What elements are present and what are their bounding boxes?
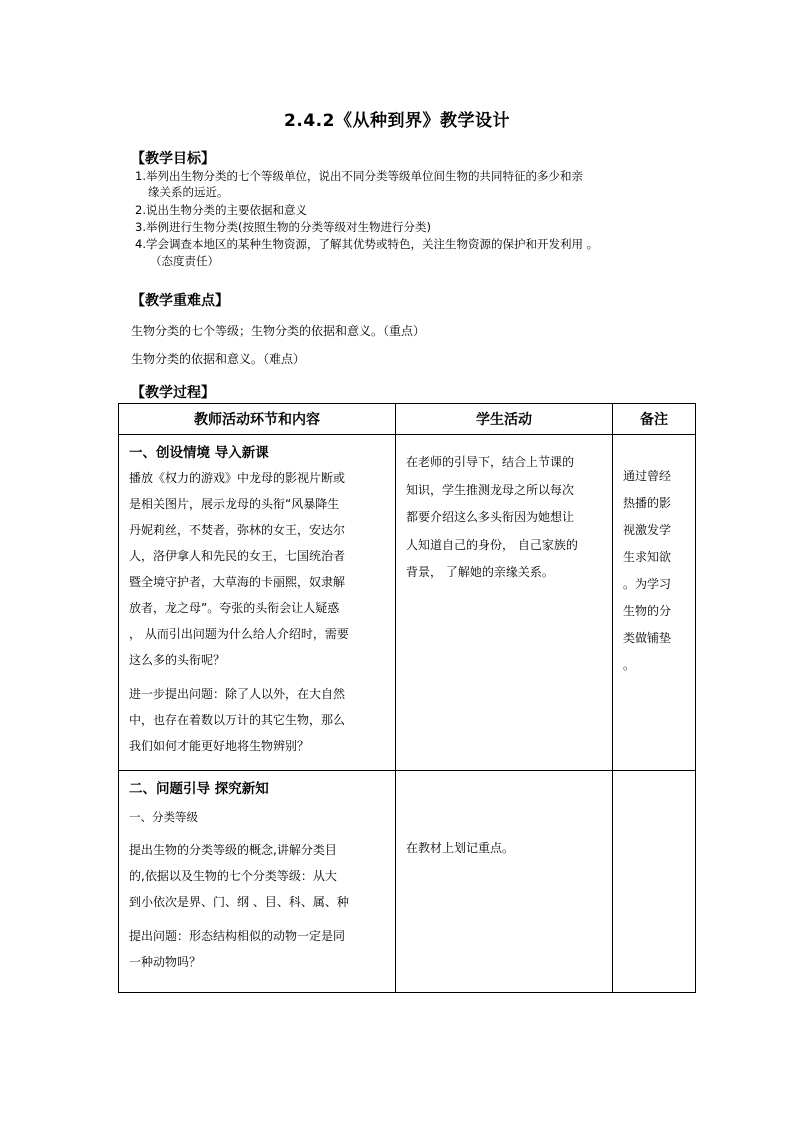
text-line: 在老师的引导下，结合上节课的: [406, 455, 575, 469]
student-text: 在教材上划记重点。: [406, 841, 515, 855]
student-paragraph: [396, 435, 612, 587]
key-points-heading: 【教学重难点】: [131, 293, 229, 309]
teacher-paragraph: [119, 681, 395, 759]
text-line: 知识，学生推测龙母之所以每次: [406, 482, 575, 497]
text-line: 。为学习: [623, 577, 672, 591]
notes-paragraph: [613, 435, 695, 679]
table-row: [119, 771, 696, 993]
text-line: 是相关图片，展示龙母的头衔“风暴降生: [129, 497, 340, 511]
text-line: 中，也存在着数以万计的其它生物，那么: [129, 713, 346, 727]
difficult-point-line: 生物分类的依据和意义。（难点）: [131, 352, 306, 366]
text-line: 放者，龙之母”。夸张的头衔会让人疑惑: [129, 601, 340, 615]
student-cell: [396, 771, 613, 993]
section-title: 二、问题引导 探究新知: [129, 781, 269, 797]
text-line: 丹妮莉丝，不焚者，弥林的女王，安达尔: [129, 523, 346, 537]
text-line: 视激发学: [623, 523, 672, 537]
table-row: [119, 435, 696, 771]
column-header-notes: 备注: [613, 404, 696, 435]
section-title: 一、创设情境 导入新课: [129, 445, 269, 461]
table-header-row: [119, 404, 696, 435]
text-line: 人知道自己的身份， 自己家族的: [406, 537, 578, 552]
text-line: 背景， 了解她的亲缘关系。: [406, 565, 554, 579]
text-line: 播放《权力的游戏》中龙母的影视片断或: [129, 471, 346, 485]
objective-line: 4.学会调查本地区的某种生物资源，了解其优势或特色，关注生物资源的保护和开发利用 。: [135, 237, 599, 251]
text-line: 的,依据以及生物的七个分类等级：从大: [129, 869, 337, 883]
text-line: 提出问题：形态结构相似的动物一定是同: [129, 929, 346, 943]
objective-line: 1.举列出生物分类的七个等级单位，说出不同分类等级单位间生物的共同特征的多少和亲: [135, 169, 583, 183]
notes-cell: [613, 435, 696, 771]
text-line: 一种动物吗？: [129, 955, 202, 969]
objectives-heading: 【教学目标】: [131, 151, 215, 167]
column-header-student: 学生活动: [396, 404, 613, 435]
column-header-teacher: 教师活动环节和内容: [119, 404, 396, 435]
objective-line: 2.说出生物分类的主要依据和意义: [135, 203, 307, 217]
section-subtitle: 一、分类等级: [129, 810, 198, 824]
teacher-paragraph: [119, 923, 395, 975]
document-title: 2.4.2《从种到界》教学设计: [284, 111, 510, 131]
text-line: 通过曾经: [623, 469, 672, 483]
text-line: ， 从而引出问题为什么给人介绍时，需要: [129, 627, 349, 641]
process-table: [118, 403, 696, 993]
text-line: 进一步提出问题：除了人以外，在大自然: [129, 687, 346, 701]
teacher-paragraph: [119, 465, 395, 673]
teacher-cell: [119, 771, 396, 993]
text-line: 。: [623, 658, 636, 672]
student-cell: [396, 435, 613, 771]
text-line: 暨全境守护者，大草海的卡丽熙，奴隶解: [129, 575, 346, 589]
objective-line: （态度责任）: [150, 254, 219, 268]
text-line: 我们如何才能更好地将生物辨别？: [129, 739, 310, 753]
teacher-paragraph: [119, 837, 395, 915]
teacher-cell: [119, 435, 396, 771]
notes-cell: [613, 771, 696, 993]
text-line: 都要介绍这么多头衔因为她想让: [406, 510, 575, 524]
objective-line: 3.举例进行生物分类(按照生物的分类等级对生物进行分类): [135, 220, 431, 234]
text-line: 提出生物的分类等级的概念,讲解分类目: [129, 843, 337, 857]
text-line: 类做铺垫: [623, 631, 672, 645]
key-point-line: 生物分类的七个等级；生物分类的依据和意义。（重点）: [131, 324, 426, 338]
text-line: 人，洛伊拿人和先民的女王，七国统治者: [129, 549, 346, 563]
process-heading: 【教学过程】: [131, 385, 215, 401]
text-line: 到小依次是界、门、纲 、目、科、属、种: [129, 895, 349, 909]
objective-line: 缘关系的远近。: [148, 185, 229, 199]
text-line: 这么多的头衔呢？: [129, 653, 226, 667]
text-line: 生求知欲: [623, 550, 672, 564]
text-line: 生物的分: [623, 604, 672, 618]
text-line: 热播的影: [623, 496, 672, 510]
